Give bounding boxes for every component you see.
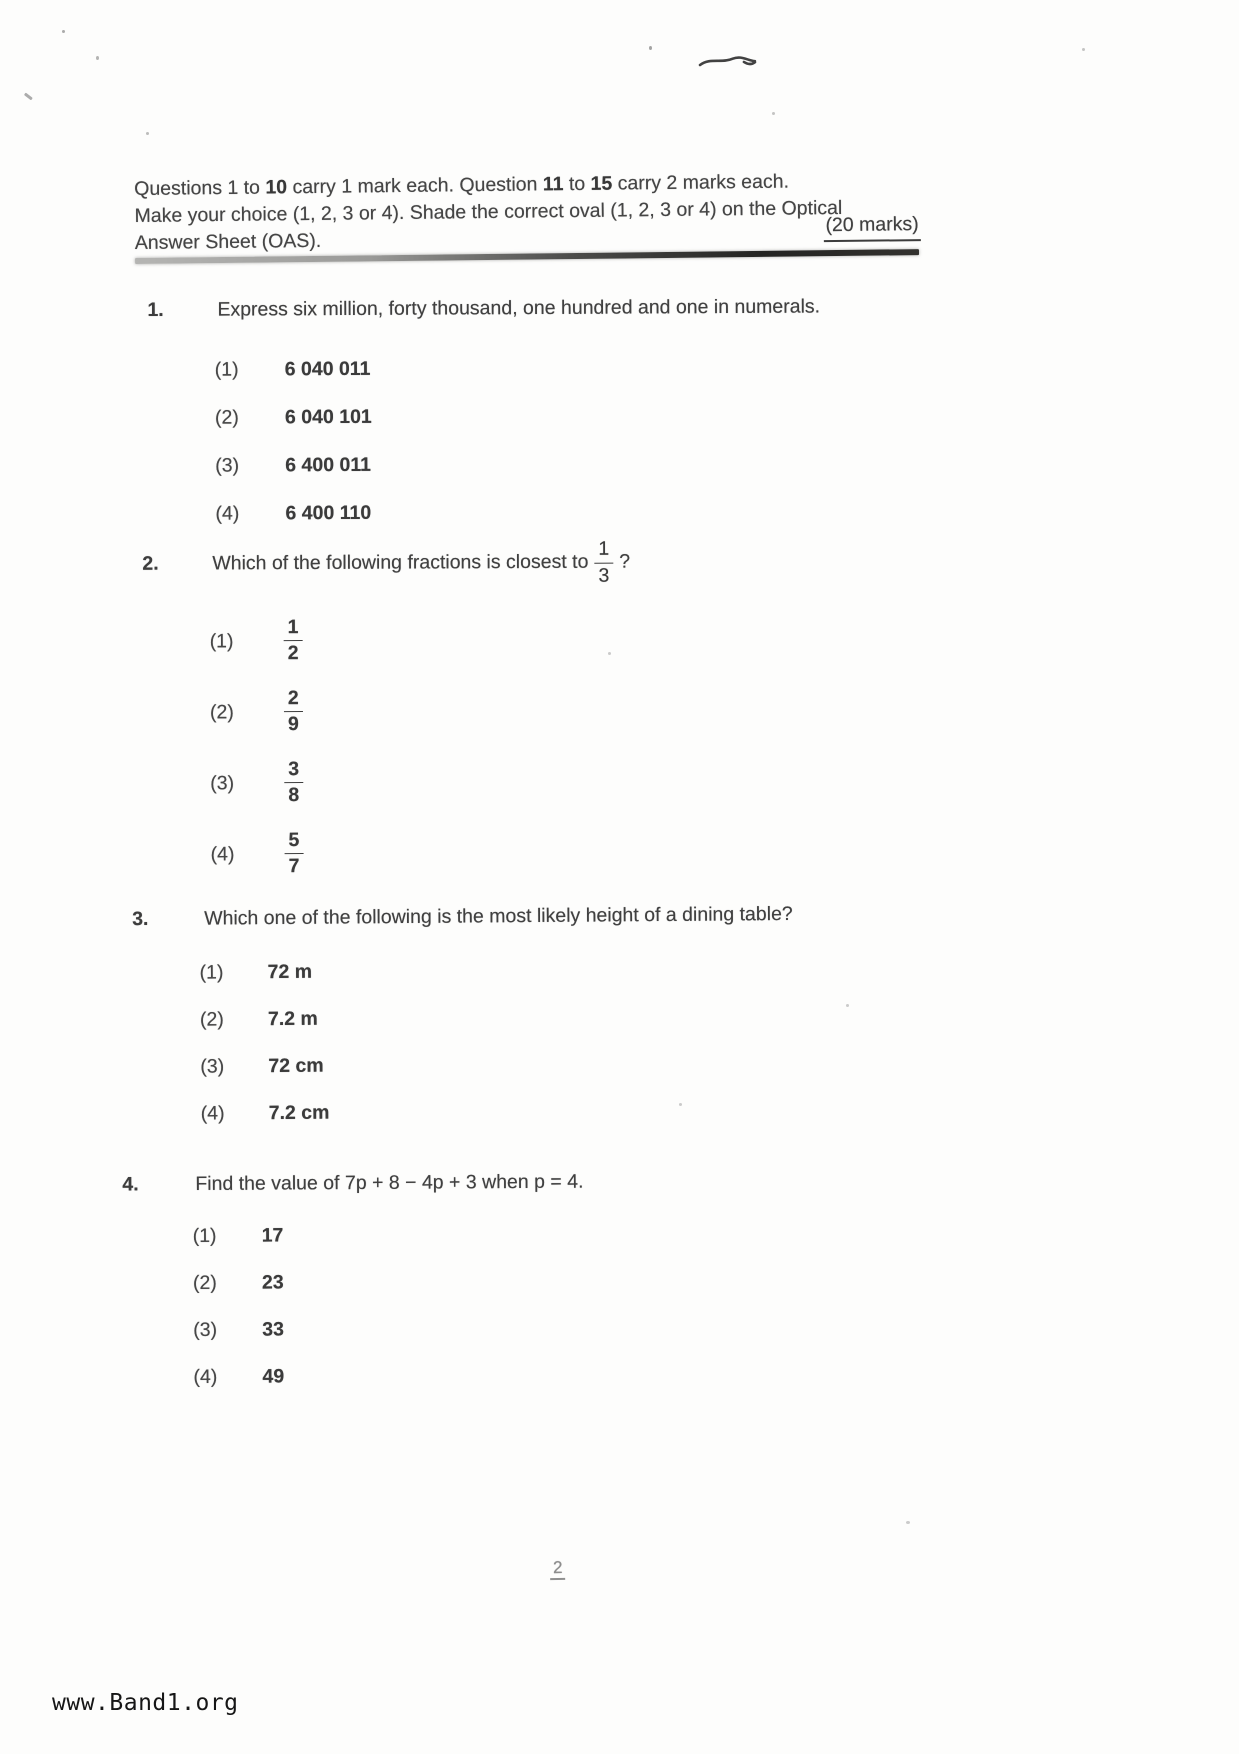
option-label: (1): [199, 961, 224, 984]
option-value: 7.2 cm: [268, 1101, 330, 1125]
option-fraction: [284, 757, 303, 807]
scan-scribble: [697, 48, 761, 79]
scan-speck: [146, 132, 149, 135]
fraction-denominator: 2: [287, 642, 299, 665]
question-text: Find the value of 7p + 8 − 4p + 3 when p = 4.: [195, 1170, 584, 1195]
question-number: 3.: [132, 908, 149, 931]
question-3: [132, 901, 934, 1149]
option-label: (3): [215, 454, 240, 477]
option-label: (4): [215, 502, 240, 525]
instructions-line3: Answer Sheet (OAS).: [134, 229, 322, 255]
instr-text: to: [563, 172, 591, 196]
answer-option: [193, 1361, 923, 1389]
answer-option: [210, 610, 923, 668]
fraction-numerator: 1: [284, 618, 303, 642]
marks-label: (20 marks): [823, 211, 921, 242]
fraction-numerator: 2: [284, 689, 303, 713]
instr-bold: 10: [265, 176, 288, 199]
option-label: (4): [193, 1365, 218, 1389]
instr-bold: 11: [542, 173, 564, 196]
answer-option: [210, 681, 923, 739]
answer-option: [210, 752, 923, 810]
instructions-block: [134, 167, 921, 257]
question-text-after: ?: [619, 550, 631, 573]
scan-speck: [906, 1521, 910, 1524]
option-label: (2): [209, 700, 234, 723]
answer-option: [215, 354, 928, 382]
scan-speck: [96, 56, 99, 60]
answer-option: [193, 1220, 923, 1248]
question-1: [147, 294, 928, 550]
question-number: 2.: [142, 552, 159, 575]
answer-option: [199, 955, 932, 985]
answer-option: [200, 1049, 933, 1079]
option-label: (2): [214, 406, 239, 429]
question-text: Express six million, forty thousand, one hundred and one in numerals.: [217, 295, 821, 321]
answer-option: [215, 450, 928, 478]
option-value: 6 400 011: [285, 453, 371, 477]
scan-speck: [772, 112, 775, 115]
option-label: (4): [200, 1102, 225, 1125]
option-label: (3): [200, 1055, 225, 1078]
question-number: 1.: [147, 298, 164, 322]
option-value: 7.2 m: [267, 1007, 318, 1031]
scan-mark: [24, 92, 33, 100]
option-fraction: [284, 686, 303, 736]
question-2: [142, 538, 924, 897]
instr-text: carry 1 mark each. Question: [286, 173, 543, 199]
question-number: 4.: [122, 1173, 139, 1196]
fraction-numerator: 5: [284, 831, 303, 855]
answer-option: [201, 1096, 934, 1126]
option-value: 33: [262, 1318, 285, 1341]
fraction-denominator: 9: [287, 713, 299, 736]
fraction-denominator: 3: [598, 564, 610, 587]
answer-option: [215, 498, 928, 526]
option-value: 17: [261, 1224, 284, 1247]
footer-site-url: www.Band1.org: [52, 1690, 239, 1716]
option-label: (3): [210, 771, 235, 794]
instr-bold: 15: [590, 172, 613, 195]
answer-option: [200, 1002, 933, 1032]
answer-option: [210, 823, 923, 881]
option-fraction: [284, 828, 303, 878]
option-value: 23: [261, 1271, 284, 1294]
instr-text: Questions 1 to: [134, 176, 266, 201]
option-label: (4): [210, 842, 235, 865]
scan-speck: [1082, 48, 1085, 51]
option-value: 6 400 110: [285, 501, 372, 525]
scan-speck: [62, 30, 65, 33]
option-value: 49: [262, 1365, 285, 1388]
answer-option: [215, 402, 928, 430]
question-4: [122, 1168, 923, 1413]
instr-text: carry 2 marks each.: [612, 170, 790, 195]
answer-option: [193, 1267, 923, 1295]
option-value: 72 cm: [268, 1054, 324, 1078]
answer-option: [193, 1314, 923, 1342]
instructions-line2: Make your choice (1, 2, 3 or 4). Shade the correct oval (1, 2, 3 or 4) on the Optical: [134, 196, 843, 228]
option-value: 6 040 011: [284, 357, 371, 381]
option-label: (2): [192, 1271, 217, 1295]
scan-speck: [649, 46, 652, 50]
option-label: (1): [192, 1224, 217, 1248]
option-fraction: [284, 615, 303, 665]
fraction-one-third: [594, 537, 613, 587]
option-label: (1): [214, 358, 239, 381]
question-text: Which one of the following is the most likely height of a dining table?: [204, 902, 793, 930]
fraction-denominator: 8: [288, 784, 300, 807]
option-value: 6 040 101: [284, 405, 372, 429]
option-label: (1): [209, 629, 234, 652]
question-text: Which of the following fractions is closest to: [212, 550, 589, 575]
fraction-numerator: 1: [594, 540, 613, 564]
option-label: (3): [193, 1318, 218, 1342]
option-label: (2): [199, 1008, 224, 1031]
fraction-numerator: 3: [284, 760, 303, 784]
page-number: 2: [550, 1558, 566, 1580]
option-value: 72 m: [267, 960, 313, 984]
fraction-denominator: 7: [288, 855, 300, 878]
